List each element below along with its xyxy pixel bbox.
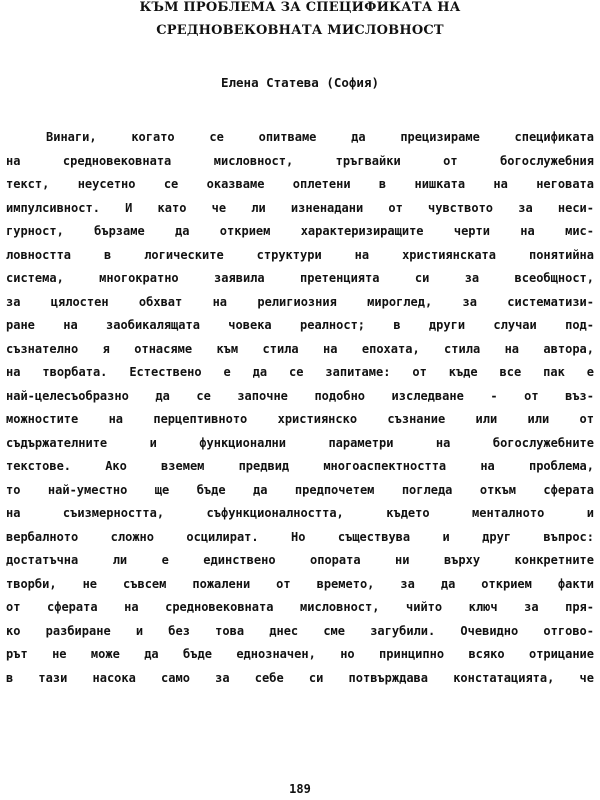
text-line: текст, неусетно се оказваме оплетени в нишката на неговата	[6, 177, 594, 191]
text-line: за цялостен обхват на религиозния мироглед, за систематизи-	[6, 294, 594, 309]
text-line: достатъчна ли е единствено опората ни върху конкретните	[6, 553, 594, 567]
text-line: на творбата. Естествено е да се запитаме: от къде все пак е	[6, 365, 594, 379]
text-line: ко разбиране и без това днес сме загубили. Очевидно отгово-	[6, 623, 594, 638]
text-line: ловността в логическите структури на християнската понятийна	[6, 247, 594, 262]
text-line: на съизмерността, съфункционалността, където менталното и	[6, 506, 594, 520]
title-line-2: СРЕДНОВЕКОВНАТА МИСЛОВНОСТ	[156, 23, 444, 38]
text-line: текстове. Ако вземем предвид многоаспектността на проблема,	[6, 459, 594, 473]
text-line: импулсивност. И като че ли изненадани от чувството за неси-	[6, 200, 594, 215]
text-line: Винаги, когато се опитваме да прецизираме спецификата	[46, 130, 594, 144]
text-line: рът не може да бъде еднозначен, но принципно всяко отрицание	[6, 647, 594, 661]
text-line: вербалното сложно осцилират. Но съществува и друг въпрос:	[6, 529, 594, 544]
text-line: съдържателните и функционални параметри на богослужебните	[6, 435, 594, 450]
text-line: на средновековната мисловност, тръгвайки от богослужебния	[6, 153, 594, 168]
text-line: система, многократно заявила претенцията си за всеобщност,	[6, 271, 594, 285]
text-line: творби, не съвсем пожалени от времето, за да открием факти	[6, 576, 594, 591]
body-text	[6, 126, 594, 690]
text-line: ране на заобикалящата човека реалност; в други случаи под-	[6, 318, 594, 332]
text-line: от сферата на средновековната мисловност, чийто ключ за пря-	[6, 600, 594, 614]
title-line-1: КЪМ ПРОБЛЕМА ЗА СПЕЦИФИКАТА НА	[139, 0, 461, 15]
text-line: в тази насока само за себе си потвърждава констатацията, че	[6, 670, 594, 685]
text-line: съзнателно я отнасяме към стила на епохата, стила на автора,	[6, 341, 594, 356]
text-line: гурност, бързаме да открием характеризиращите черти на мис-	[6, 224, 594, 238]
text-line: най-целесъобразно да се започне подобно изследване - от въз-	[6, 388, 594, 403]
author-line: Елена Статева (София)	[220, 75, 380, 90]
text-line: то най-уместно ще бъде да предпочетем погледа откъм сферата	[6, 482, 594, 497]
page-number: 189	[289, 782, 311, 796]
text-line: можностите на перцептивното християнско съзнание или или от	[6, 412, 594, 426]
